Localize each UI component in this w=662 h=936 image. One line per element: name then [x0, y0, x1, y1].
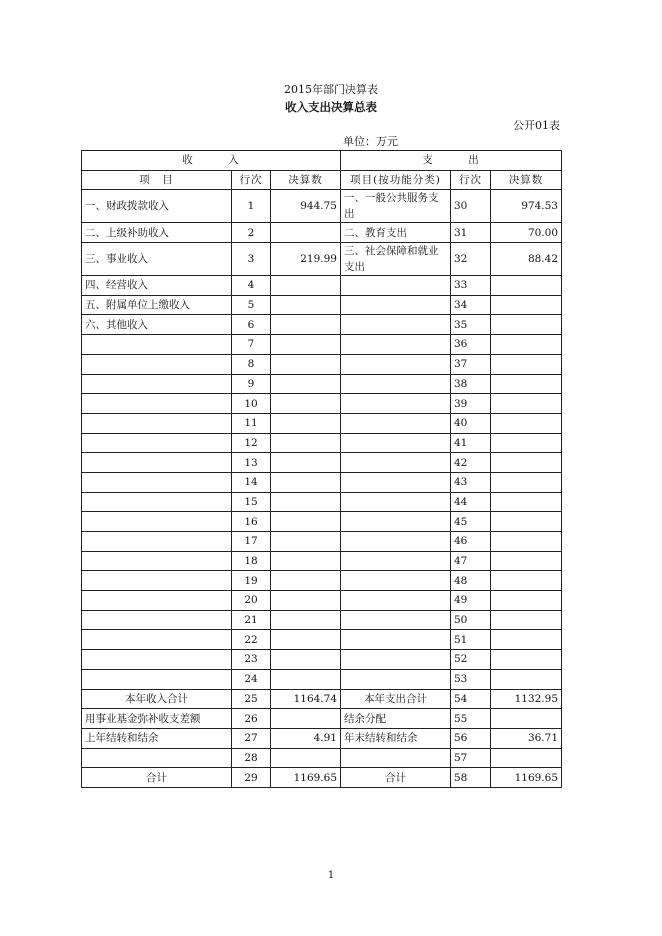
income-amount-cell [271, 630, 341, 650]
expense-line-no-cell: 38 [451, 374, 491, 394]
income-line-no-cell: 12 [232, 433, 271, 453]
expense-line-no-cell: 41 [451, 433, 491, 453]
expense-group-header: 支 出 [341, 151, 562, 171]
income-line-no-cell: 27 [232, 728, 271, 748]
expense-amount-cell [491, 709, 562, 729]
expense-item-cell [341, 413, 451, 433]
expense-item-cell [341, 433, 451, 453]
expense-item-cell [341, 315, 451, 335]
expense-amount-cell [491, 374, 562, 394]
income-item-cell [82, 453, 232, 473]
table-row [82, 276, 562, 296]
expense-item-cell [341, 374, 451, 394]
income-amount-cell [271, 472, 341, 492]
income-item-cell [82, 669, 232, 689]
table-row [82, 709, 562, 729]
income-line-no-cell: 7 [232, 335, 271, 355]
expense-line-no-cell: 33 [451, 276, 491, 296]
income-amount-cell [271, 453, 341, 473]
income-amount-cell [271, 315, 341, 335]
income-amount-cell [271, 669, 341, 689]
col-header-expense-item: 项目(按功能分类) [341, 170, 451, 190]
income-item-cell: 上年结转和结余 [82, 728, 232, 748]
income-line-no-cell: 24 [232, 669, 271, 689]
expense-amount-cell: 1132.95 [491, 689, 562, 709]
expense-item-cell [341, 630, 451, 650]
expense-item-cell: 一、一般公共服务支出 [341, 190, 451, 223]
expense-item-cell [341, 571, 451, 591]
expense-amount-cell [491, 394, 562, 414]
income-item-cell [82, 472, 232, 492]
income-item-cell: 四、经营收入 [82, 276, 232, 296]
col-header-income-item: 项 目 [82, 170, 232, 190]
income-line-no-cell: 23 [232, 650, 271, 670]
table-row [82, 728, 562, 748]
income-item-cell [82, 335, 232, 355]
table-code: 公开01表 [513, 119, 560, 132]
expense-line-no-cell: 44 [451, 492, 491, 512]
income-item-cell: 一、财政拨款收入 [82, 190, 232, 223]
table-row [82, 472, 562, 492]
expense-amount-cell [491, 335, 562, 355]
expense-item-cell [341, 492, 451, 512]
expense-line-no-cell: 35 [451, 315, 491, 335]
expense-line-no-cell: 50 [451, 610, 491, 630]
income-line-no-cell: 15 [232, 492, 271, 512]
income-line-no-cell: 20 [232, 591, 271, 611]
document-title: 2015年部门决算表 [284, 83, 378, 96]
col-header-expense-amount: 决算数 [491, 170, 562, 190]
expense-line-no-cell: 46 [451, 532, 491, 552]
table-row [82, 453, 562, 473]
expense-amount-cell [491, 433, 562, 453]
expense-item-cell: 合计 [341, 768, 451, 788]
income-item-cell [82, 354, 232, 374]
expense-line-no-cell: 37 [451, 354, 491, 374]
expense-line-no-cell: 57 [451, 748, 491, 768]
table-row [82, 610, 562, 630]
income-line-no-cell: 3 [232, 243, 271, 276]
table-row [82, 374, 562, 394]
expense-item-cell [341, 512, 451, 532]
income-line-no-cell: 22 [232, 630, 271, 650]
expense-line-no-cell: 30 [451, 190, 491, 223]
expense-amount-cell [491, 492, 562, 512]
table-row [82, 295, 562, 315]
expense-amount-cell [491, 413, 562, 433]
income-line-no-cell: 18 [232, 551, 271, 571]
income-amount-cell: 1164.74 [271, 689, 341, 709]
income-line-no-cell: 11 [232, 413, 271, 433]
income-amount-cell [271, 335, 341, 355]
expense-item-cell [341, 276, 451, 296]
expense-amount-cell [491, 453, 562, 473]
expense-line-no-cell: 34 [451, 295, 491, 315]
income-amount-cell [271, 591, 341, 611]
expense-amount-cell [491, 591, 562, 611]
expense-amount-cell: 88.42 [491, 243, 562, 276]
income-item-cell [82, 591, 232, 611]
income-line-no-cell: 13 [232, 453, 271, 473]
income-amount-cell [271, 413, 341, 433]
expense-item-cell [341, 591, 451, 611]
expense-item-cell: 结余分配 [341, 709, 451, 729]
expense-line-no-cell: 52 [451, 650, 491, 670]
expense-amount-cell [491, 315, 562, 335]
income-line-no-cell: 8 [232, 354, 271, 374]
income-line-no-cell: 25 [232, 689, 271, 709]
expense-item-cell: 二、教育支出 [341, 223, 451, 243]
income-amount-cell [271, 650, 341, 670]
col-header-income-amount: 决算数 [271, 170, 341, 190]
expense-amount-cell [491, 472, 562, 492]
expense-item-cell: 本年支出合计 [341, 689, 451, 709]
income-amount-cell [271, 223, 341, 243]
income-amount-cell [271, 571, 341, 591]
expense-line-no-cell: 32 [451, 243, 491, 276]
expense-line-no-cell: 40 [451, 413, 491, 433]
table-row [82, 591, 562, 611]
income-amount-cell [271, 748, 341, 768]
income-amount-cell [271, 374, 341, 394]
income-expense-table [81, 150, 562, 788]
expense-item-cell [341, 453, 451, 473]
income-line-no-cell: 29 [232, 768, 271, 788]
income-item-cell [82, 650, 232, 670]
income-line-no-cell: 28 [232, 748, 271, 768]
income-line-no-cell: 6 [232, 315, 271, 335]
table-row [82, 394, 562, 414]
expense-item-cell: 年末结转和结余 [341, 728, 451, 748]
income-line-no-cell: 19 [232, 571, 271, 591]
income-item-cell: 三、事业收入 [82, 243, 232, 276]
table-row [82, 532, 562, 552]
table-row [82, 669, 562, 689]
expense-item-cell [341, 551, 451, 571]
column-header-row [82, 170, 562, 190]
income-line-no-cell: 5 [232, 295, 271, 315]
income-item-cell [82, 532, 232, 552]
expense-amount-cell [491, 650, 562, 670]
table-row [82, 748, 562, 768]
expense-line-no-cell: 43 [451, 472, 491, 492]
expense-amount-cell: 36.71 [491, 728, 562, 748]
expense-line-no-cell: 49 [451, 591, 491, 611]
table-row [82, 433, 562, 453]
table-row [82, 492, 562, 512]
expense-item-cell [341, 748, 451, 768]
expense-amount-cell [491, 571, 562, 591]
income-amount-cell [271, 354, 341, 374]
income-amount-cell [271, 492, 341, 512]
income-amount-cell [271, 709, 341, 729]
expense-line-no-cell: 36 [451, 335, 491, 355]
income-item-cell: 六、其他收入 [82, 315, 232, 335]
expense-item-cell [341, 669, 451, 689]
expense-item-cell [341, 354, 451, 374]
table-row [82, 571, 562, 591]
expense-amount-cell: 974.53 [491, 190, 562, 223]
table-row [82, 630, 562, 650]
expense-amount-cell [491, 295, 562, 315]
table-row [82, 512, 562, 532]
table-row [82, 223, 562, 243]
income-item-cell: 二、上级补助收入 [82, 223, 232, 243]
income-item-cell: 合计 [82, 768, 232, 788]
income-item-cell: 五、附属单位上缴收入 [82, 295, 232, 315]
col-header-expense-line: 行次 [451, 170, 491, 190]
expense-item-cell [341, 394, 451, 414]
table-row [82, 335, 562, 355]
expense-amount-cell [491, 669, 562, 689]
expense-line-no-cell: 51 [451, 630, 491, 650]
table-row [82, 768, 562, 788]
income-line-no-cell: 4 [232, 276, 271, 296]
table-row [82, 354, 562, 374]
income-item-cell: 用事业基金弥补收支差额 [82, 709, 232, 729]
expense-amount-cell [491, 354, 562, 374]
table-row [82, 315, 562, 335]
expense-amount-cell [491, 610, 562, 630]
income-item-cell [82, 630, 232, 650]
table-row [82, 650, 562, 670]
income-amount-cell [271, 276, 341, 296]
expense-amount-cell [491, 630, 562, 650]
income-item-cell [82, 551, 232, 571]
expense-line-no-cell: 39 [451, 394, 491, 414]
table-row [82, 551, 562, 571]
income-item-cell [82, 610, 232, 630]
table-row [82, 190, 562, 223]
income-line-no-cell: 26 [232, 709, 271, 729]
expense-amount-cell: 1169.65 [491, 768, 562, 788]
expense-line-no-cell: 48 [451, 571, 491, 591]
income-amount-cell [271, 512, 341, 532]
income-line-no-cell: 16 [232, 512, 271, 532]
expense-line-no-cell: 31 [451, 223, 491, 243]
expense-item-cell [341, 532, 451, 552]
income-item-cell [82, 512, 232, 532]
expense-amount-cell [491, 532, 562, 552]
table-row [82, 413, 562, 433]
page-number: 1 [327, 870, 335, 881]
income-amount-cell: 1169.65 [271, 768, 341, 788]
expense-item-cell [341, 650, 451, 670]
income-line-no-cell: 21 [232, 610, 271, 630]
income-item-cell [82, 433, 232, 453]
income-item-cell: 本年收入合计 [82, 689, 232, 709]
col-header-income-line: 行次 [232, 170, 271, 190]
expense-line-no-cell: 55 [451, 709, 491, 729]
table-title: 收入支出决算总表 [285, 100, 377, 114]
expense-item-cell [341, 610, 451, 630]
expense-line-no-cell: 47 [451, 551, 491, 571]
expense-line-no-cell: 53 [451, 669, 491, 689]
expense-line-no-cell: 54 [451, 689, 491, 709]
table-row [82, 689, 562, 709]
expense-line-no-cell: 56 [451, 728, 491, 748]
income-amount-cell: 219.99 [271, 243, 341, 276]
expense-line-no-cell: 58 [451, 768, 491, 788]
income-group-header: 收 入 [82, 151, 341, 171]
group-header-row [82, 151, 562, 171]
expense-item-cell [341, 295, 451, 315]
income-line-no-cell: 2 [232, 223, 271, 243]
expense-item-cell [341, 472, 451, 492]
income-amount-cell [271, 394, 341, 414]
income-amount-cell [271, 433, 341, 453]
income-amount-cell [271, 295, 341, 315]
expense-amount-cell [491, 551, 562, 571]
income-item-cell [82, 748, 232, 768]
expense-amount-cell [491, 748, 562, 768]
expense-item-cell [341, 335, 451, 355]
expense-line-no-cell: 42 [451, 453, 491, 473]
income-amount-cell [271, 610, 341, 630]
income-item-cell [82, 394, 232, 414]
income-amount-cell [271, 551, 341, 571]
expense-amount-cell [491, 276, 562, 296]
income-item-cell [82, 571, 232, 591]
expense-line-no-cell: 45 [451, 512, 491, 532]
income-line-no-cell: 10 [232, 394, 271, 414]
income-amount-cell [271, 532, 341, 552]
income-amount-cell: 944.75 [271, 190, 341, 223]
expense-amount-cell [491, 512, 562, 532]
income-line-no-cell: 1 [232, 190, 271, 223]
unit-label: 单位：万元 [343, 135, 398, 148]
expense-item-cell: 三、社会保障和就业支出 [341, 243, 451, 276]
income-item-cell [82, 374, 232, 394]
income-line-no-cell: 9 [232, 374, 271, 394]
expense-amount-cell: 70.00 [491, 223, 562, 243]
income-item-cell [82, 413, 232, 433]
income-item-cell [82, 492, 232, 512]
table-row [82, 243, 562, 276]
income-amount-cell: 4.91 [271, 728, 341, 748]
income-line-no-cell: 17 [232, 532, 271, 552]
income-line-no-cell: 14 [232, 472, 271, 492]
